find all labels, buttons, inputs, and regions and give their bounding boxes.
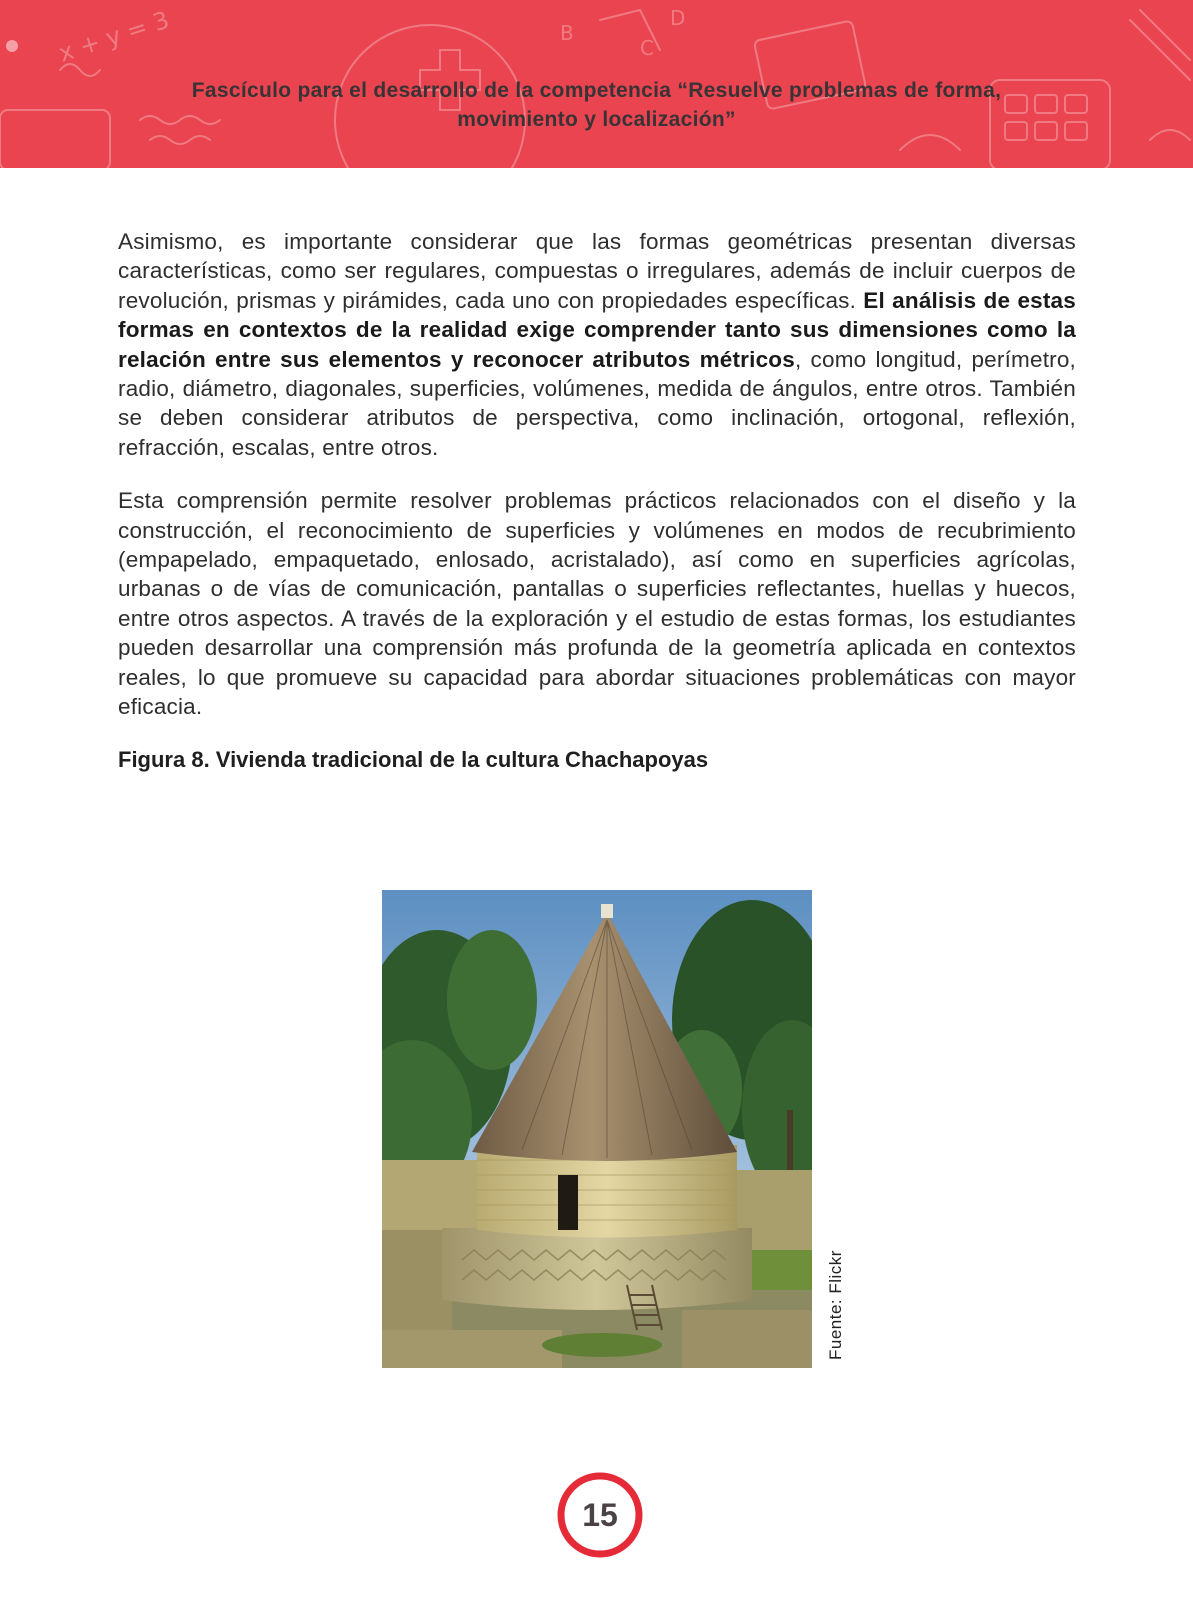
paragraph-1	[118, 227, 1076, 462]
svg-text:B: B	[560, 21, 574, 45]
main-content	[118, 227, 1076, 773]
page-header-banner	[0, 0, 1193, 168]
svg-text:x + y = 3: x + y = 3	[55, 5, 173, 68]
paragraph-1-intro: Asimismo, es importante considerar que las formas geométricas presentan diversas características, como ser regulares, compuestas o irregulares, además de incluir cuerpos de revolución, prismas y pirámides, cada uno con propiedades específicas.	[118, 229, 1076, 313]
header-title-line-2: movimiento y localización”	[457, 108, 736, 131]
figure-photo-chachapoyas-house	[382, 890, 812, 1368]
svg-text:C: C	[640, 36, 654, 60]
paragraph-2: Esta comprensión permite resolver problemas prácticos relacionados con el diseño y la construcción, el reconocimiento de superficies y volúmenes en modos de recubrimiento (empapelado, empaquetado, enlosado, acristalado), así como en superficies agrícolas, urbanas o de vías de comunicación, pantallas o superficies reflectantes, huellas y huecos, entre otros aspectos. A través de la exploración y el estudio de estas formas, los estudiantes pueden desarrollar una comprensión más profunda de la geometría aplicada en contextos reales, lo que promueve su capacidad para abordar situaciones problemáticas con mayor eficacia.	[118, 488, 1076, 720]
figure-caption: Figura 8. Vivienda tradicional de la cultura Chachapoyas	[118, 746, 709, 772]
figure-source-credit: Fuente: Flickr	[826, 1250, 845, 1360]
paragraph-1-rest: , como longitud, perímetro, radio, diámetro, diagonales, superficies, volúmenes, medida de ángulos, entre otros. También se deben considerar atributos de perspectiva, como inclinación, ortogonal, reflexión, refracción, escalas, entre otros.	[118, 346, 1077, 460]
header-title-line-1: Fascículo para el desarrollo de la competencia “Resuelve problemas de forma,	[191, 79, 1002, 102]
page-number: 15	[582, 1497, 618, 1533]
header-title	[60, 76, 1133, 134]
svg-text:D: D	[670, 6, 686, 30]
paragraph-1-bold-statement: El análisis de estas formas en contextos de la realidad exige comprender tanto sus dimensiones como la relación entre sus elementos y reconocer atributos métricos	[118, 287, 1076, 372]
page-number-badge	[556, 1471, 644, 1559]
